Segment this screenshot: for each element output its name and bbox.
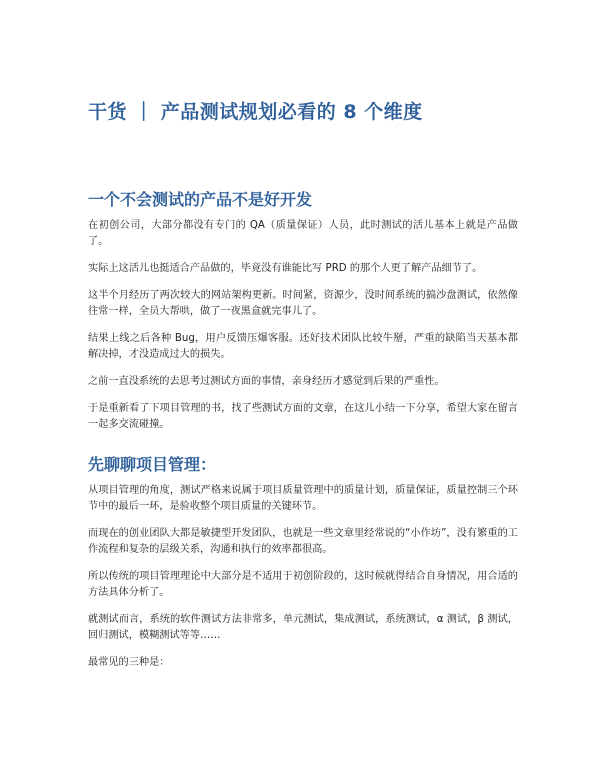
section-heading-project-management: 先聊聊项目管理：: [88, 455, 217, 474]
paragraph: 最常见的三种是：: [88, 657, 170, 668]
paragraph: 这半个月经历了两次较大的网站架构更新。时间紧，资源少，没时间系统的搞沙盘测试，依然像往常一样，全员大帮哄，做了一夜黑盒就完事儿了。: [88, 290, 518, 317]
paragraph: 从项目管理的角度，测试严格来说属于项目质量管理中的质量计划，质量保证，质量控制三个环节中的最后一环，是验收整个项目质量的关键环节。: [88, 485, 518, 512]
section-heading-testing: 一个不会测试的产品不是好开发: [88, 190, 313, 209]
paragraph: 结果上线之后各种 Bug，用户反馈压爆客服。还好技术团队比较牛掰，严重的缺陷当天基本都解决掉，才没造成过大的损失。: [88, 333, 518, 360]
paragraph: 就测试而言，系统的软件测试方法非常多，单元测试，集成测试，系统测试，α 测试，β 测试，回归测试，模糊测试等等……: [88, 614, 518, 641]
document-title: 干货 ｜ 产品测试规划必看的 8 个维度: [88, 101, 423, 123]
paragraph: 在初创公司，大部分都没有专门的 QA（质量保证）人员，此时测试的活儿基本上就是产品做了。: [88, 220, 518, 247]
paragraph: 实际上这活儿也挺适合产品做的，毕竟没有谁能比写 PRD 的那个人更了解产品细节了。: [88, 263, 483, 274]
paragraph: 而现在的创业团队大都是敏捷型开发团队，也就是一些文章里经常说的“小作坊”，没有繁重的工作流程和复杂的层级关系，沟通和执行的效率都很高。: [88, 528, 518, 555]
paragraph: 所以传统的项目管理理论中大部分是不适用于初创阶段的，这时候就得结合自身情况，用合适的方法具体分析了。: [88, 571, 518, 598]
paragraph: 之前一直没系统的去思考过测试方面的事情，亲身经历才感觉到后果的严重性。: [88, 376, 445, 387]
paragraph: 于是重新看了下项目管理的书，找了些测试方面的文章，在这儿小结一下分享，希望大家在留言一起多交流碰撞。: [88, 403, 518, 430]
document-body: [88, 98, 518, 671]
